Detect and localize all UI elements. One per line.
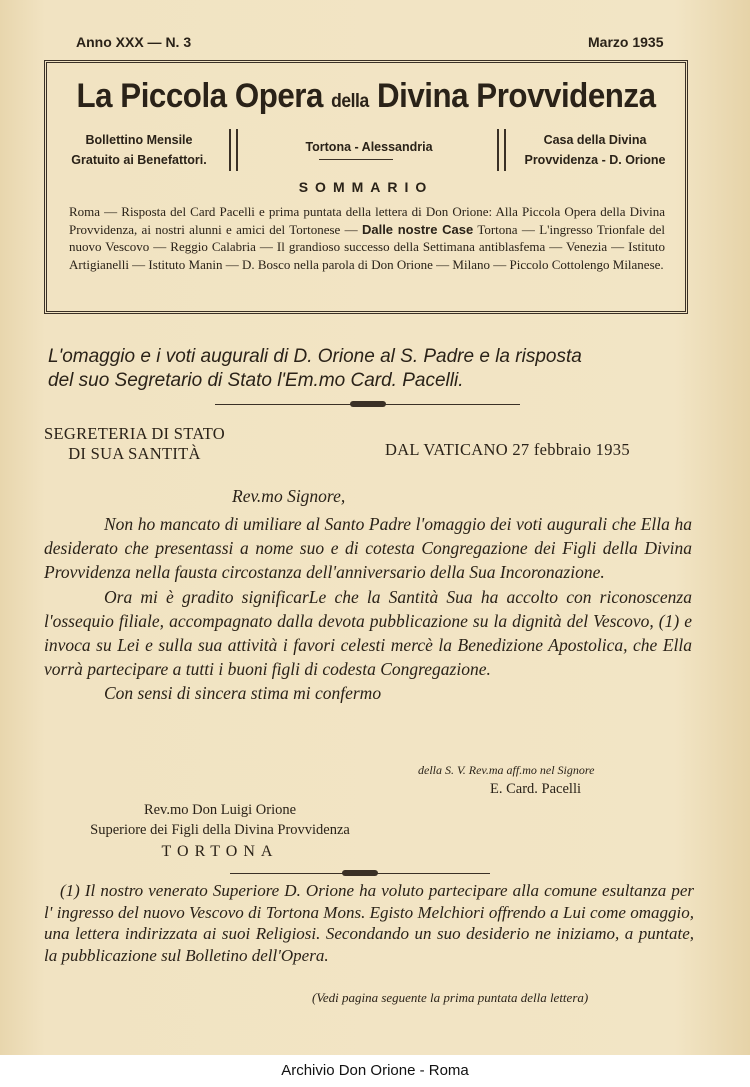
title-part1: La Piccola Opera [76,77,323,115]
title-della: della [331,91,369,112]
location: Tortona - Alessandria [305,140,433,154]
paragraph: Con sensi di sincera stima mi confermo [104,683,382,704]
divider [497,129,506,171]
archive-caption: Archivio Don Orione - Roma [0,1055,750,1087]
ornament-divider [215,404,520,405]
location-rule [319,159,393,160]
letter-body [44,512,692,706]
signature: E. Card. Pacelli [490,781,582,797]
bulletin-subtitle: Bollettino Mensile Gratuito ai Benefattori. [71,133,207,167]
divider [229,129,238,171]
dateline: DAL VATICANO 27 febbraio 1935 [385,440,630,459]
sommario-text: Roma — Risposta del Card Pacelli e prima puntata della lettera di Don Orione: Alla Piccola Opera della Divina Provvidenza, ai nostri alunni e amici del Tortonese — Dalle nostre Case Tortona — L'ingresso Trionfale del nuovo Vescovo — Reggio Calabria — Il grandioso successo della Settimana antiblasfema — Venezia — Istituto Artigianelli — Istituto Manin — D. Bosco nella parola di Don Orione — Milano — Piccolo Cottolengo Milanese. [69,204,665,272]
masthead-title [73,77,660,116]
title-part2: Divina Provvidenza [376,77,656,115]
see-next-page: (Vedi pagina seguente la prima puntata della lettera) [312,990,589,1005]
article-headline: L'omaggio e i voti augurali di D. Orione al S. Padre e la risposta del suo Segretario di Stato l'Em.mo Card. Pacelli. [48,346,582,391]
paragraph: Ora mi è gradito significarLe che la Santità Sua ha accolto con riconoscenza l'ossequio filiale, accompagnato dalla devota pubblicazione su la dignità del Vescovo, (1) e invoca su Lei e sulla sua attività i favori celesti mercè la Benedizione Apostolica, che Ella vorrà partecipare a tutti i buoni figli di codesta Congregazione. [44,586,692,680]
footnote: (1) Il nostro venerato Superiore D. Orione ha voluto partecipare alla comune esultanza per l' ingresso del nuovo Vescovo di Tortona Mons. Egisto Melchiori offrendo a Lui come omaggio, una lettera indirizzata ai suoi Religiosi. Secondando un suo desiderio ne iniziamo, a puntate, la pubblicazione sul Bolletino dell'Opera. [44,881,694,965]
ornament-divider [230,873,490,874]
greeting: Rev.mo Signore, [232,486,346,506]
house-name: Casa della Divina Provvidenza - D. Orione [524,133,666,167]
sommario-heading: SOMMARIO [298,179,434,195]
closing-formula: della S. V. Rev.ma aff.mo nel Signore [418,763,595,777]
addressee: Rev.mo Don Luigi Orione Superiore dei Figli della Divina Provvidenza TORTONA [90,802,350,860]
issue-date: Marzo 1935 [588,34,664,50]
masthead [44,60,688,314]
paragraph: Non ho mancato di umiliare al Santo Padre l'omaggio dei voti augurali che Ella ha desiderato che presentassi a nome suo e di cotesta Congregazione dei Figli della Divina Provvidenza nella fausta circostanza dell'anniversario della Sua Incoronazione. [44,514,692,583]
issue-number: Anno XXX — N. 3 [76,34,192,50]
sender: SEGRETERIA DI STATO DI SUA SANTITÀ [44,424,225,463]
